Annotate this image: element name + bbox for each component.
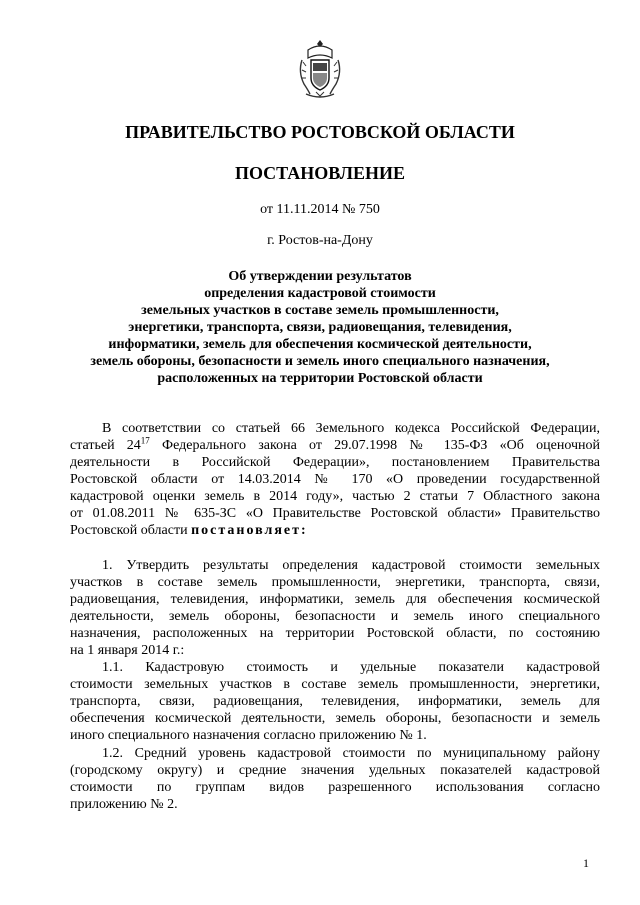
government-name: ПРАВИТЕЛЬСТВО РОСТОВСКОЙ ОБЛАСТИ	[125, 122, 515, 142]
item-1-2-paragraph	[70, 745, 600, 813]
item-line: (городскому округу) и средние значения удельных показателей кадастровой	[70, 763, 600, 778]
document-date-number: от 11.11.2014 № 750	[260, 202, 380, 217]
decree-keyword: постановляет:	[191, 523, 308, 538]
item-line: стоимости земельных участков в составе земель промышленности, энергетики,	[70, 677, 600, 692]
title-line: энергетики, транспорта, связи, радиовещания, телевидения,	[128, 320, 512, 335]
item-line: транспорта, связи, радиовещания, телевидения, информатики, земель для	[70, 694, 600, 709]
preamble-line: Ростовской области от 14.03.2014 № 170 «О проведении государственной	[70, 472, 600, 487]
title-line: земель обороны, безопасности и земель иного специального назначения,	[90, 354, 550, 369]
preamble-line: деятельности в Российской Федерации», постановлением Правительства	[70, 455, 600, 470]
item-1-paragraph	[70, 557, 600, 659]
document-title	[60, 268, 580, 387]
coat-of-arms-icon	[296, 38, 344, 100]
document-type: ПОСТАНОВЛЕНИЕ	[234, 163, 406, 183]
item-line: назначения, расположенных на территории Ростовской области, по состоянию	[70, 626, 600, 641]
item-line: приложению № 2.	[70, 797, 178, 812]
preamble-line: статьей $24^{17}$ Федерального закона от 29.07.1998 № 135-ФЗ «Об оценочной	[70, 435, 600, 453]
item-1-1-paragraph	[70, 659, 600, 744]
item-line: деятельности, земель обороны, безопасности и земель иного специального	[70, 609, 600, 624]
title-line: определения кадастровой стоимости	[204, 286, 436, 301]
preamble-line: кадастровой оценки земель в 2014 году», частью 2 статьи 7 Областного закона	[70, 489, 600, 504]
item-line: участков в составе земель промышленности, энергетики, транспорта, связи,	[70, 575, 600, 590]
item-line: на 1 января 2014 г.:	[70, 643, 185, 658]
item-line: 1.1. Кадастровую стоимость и удельные показатели кадастровой	[102, 660, 600, 675]
item-line: 1. Утвердить результаты определения кадастровой стоимости земельных	[102, 558, 600, 573]
title-line: информатики, земель для обеспечения космической деятельности,	[108, 337, 532, 352]
preamble-line: от 01.08.2011 № 635-ЗС «О Правительстве Ростовской области» Правительство	[70, 506, 600, 521]
item-line: стоимости по группам видов разрешенного использования согласно	[70, 780, 600, 795]
preamble-paragraph	[70, 420, 600, 539]
item-line: радиовещания, телевидения, информатики, земель для обеспечения космической	[70, 592, 600, 607]
item-line: 1.2. Средний уровень кадастровой стоимости по муниципальному району	[102, 746, 600, 761]
title-line: земельных участков в составе земель промышленности,	[141, 303, 499, 318]
preamble-line: В соответствии со статьей 66 Земельного кодекса Российской Федерации,	[102, 421, 600, 436]
title-line: расположенных на территории Ростовской области	[157, 371, 483, 386]
item-line: иного специального назначения согласно приложению № 1.	[70, 728, 427, 743]
title-line: Об утверждении результатов	[228, 269, 412, 284]
page-number: 1	[583, 856, 589, 870]
document-city: г. Ростов-на-Дону	[267, 233, 373, 248]
preamble-line: Ростовской области постановляет:	[70, 523, 308, 538]
item-line: обеспечения космической деятельности, земель обороны, безопасности и земель	[70, 711, 600, 726]
